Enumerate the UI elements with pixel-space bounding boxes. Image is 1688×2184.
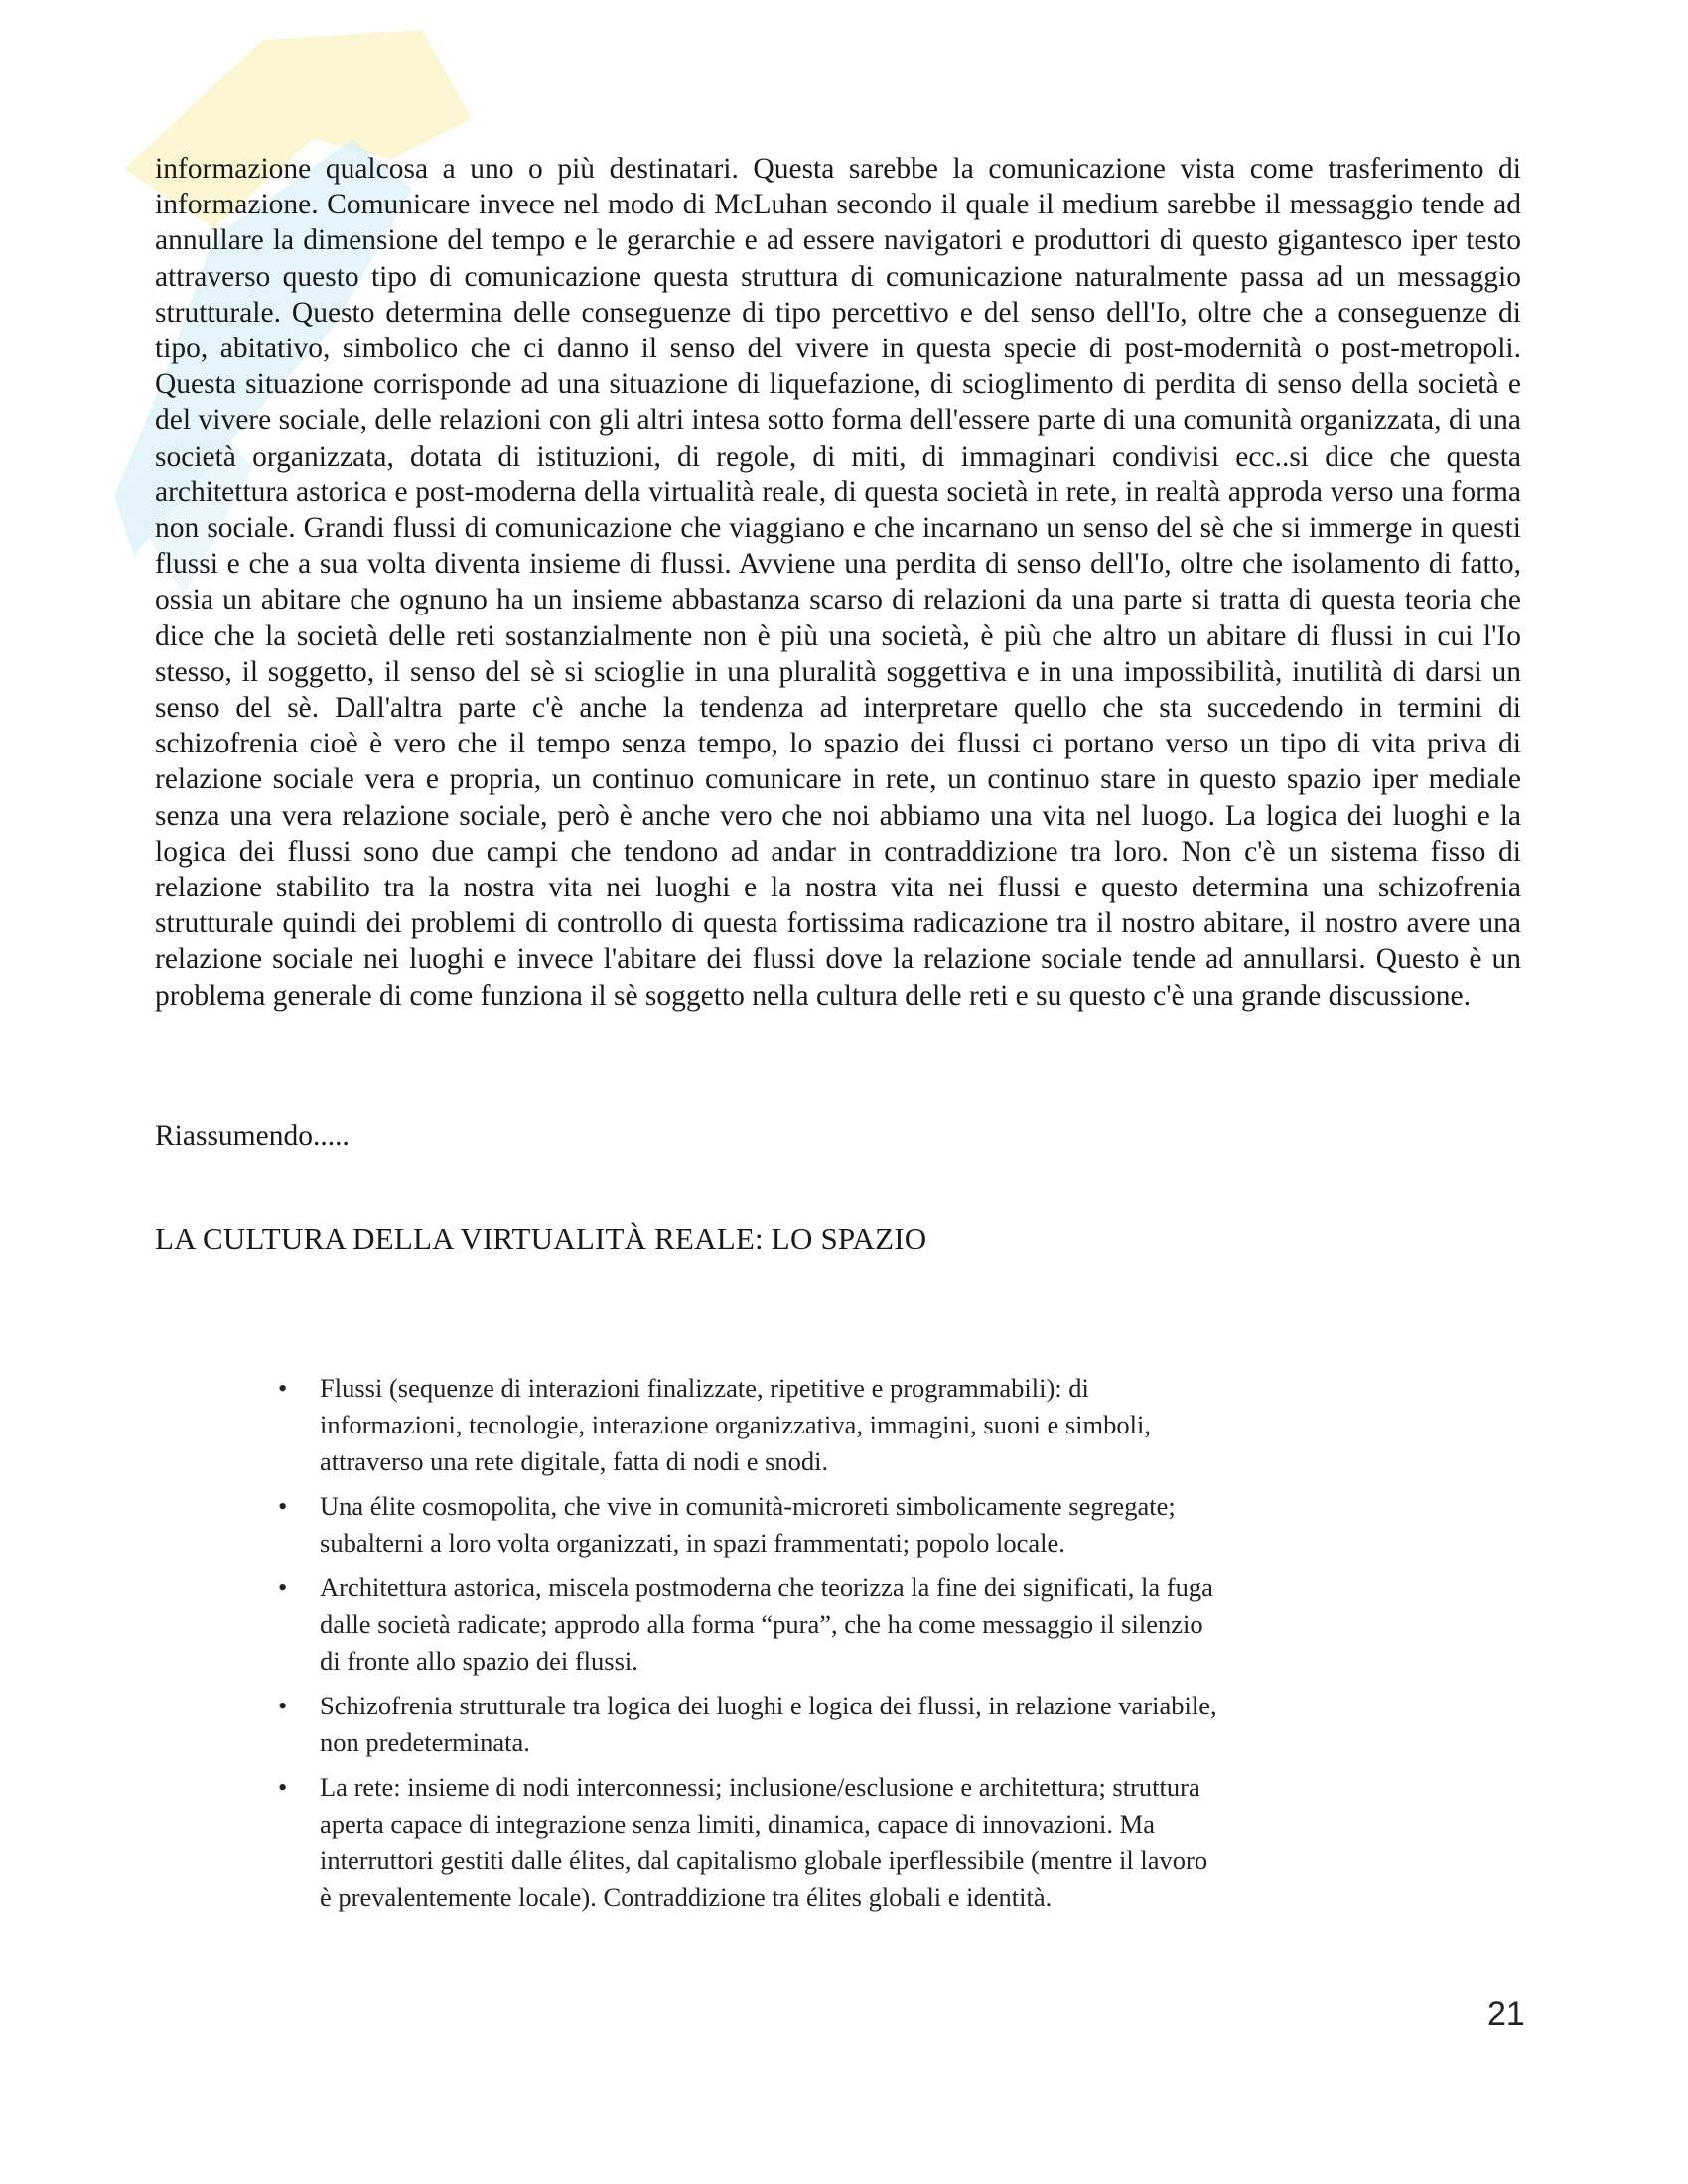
bullet-dot-icon: • — [278, 1691, 288, 1720]
bullet-item — [278, 1688, 1221, 1761]
bullet-dot-icon: • — [278, 1772, 288, 1802]
bullet-text: Architettura astorica, miscela postmoderna che teorizza la fine dei significati, la fuga dalle società radicate; approdo alla forma “pura”, che ha come messaggio il silenzio di fronte allo spazio dei flussi. — [320, 1572, 1213, 1676]
bullet-item — [278, 1488, 1221, 1562]
bullet-dot-icon: • — [278, 1491, 288, 1521]
bullet-list — [278, 1370, 1221, 1924]
body-paragraph: informazione qualcosa a uno o più destinatari. Questa sarebbe la comunicazione vista come trasferimento di informazione. Comunicare invece nel modo di McLuhan secondo il quale il medium sarebbe il messaggio tende ad annullare la dimensione del tempo e le gerarchie e ad essere navigatori e produttori di questo gigantesco iper testo attraverso questo tipo di comunicazione questa struttura di comunicazione naturalmente passa ad un messaggio strutturale. Questo determina delle conseguenze di tipo percettivo e del senso dell'Io, oltre che a conseguenze di tipo, abitativo, simbolico che ci danno il senso del vivere in questa specie di post-modernità o post-metropoli. Questa situazione corrisponde ad una situazione di liquefazione, di scioglimento di perdita di senso della società e del vivere sociale, delle relazioni con gli altri intesa sotto forma dell'essere parte di una comunità organizzata, di una società organizzata, dotata di istituzioni, di regole, di miti, di immaginari condivisi ecc..si dice che questa architettura astorica e post-moderna della virtualità reale, di questa società in rete, in realtà approda verso una forma non sociale. Grandi flussi di comunicazione che viaggiano e che incarnano un senso del sè che si immerge in questi flussi e che a sua volta diventa insieme di flussi. Avviene una perdita di senso dell'Io, oltre che isolamento di fatto, ossia un abitare che ognuno ha un insieme abbastanza scarso di relazioni da una parte si tratta di questa teoria che dice che la società delle reti sostanzialmente non è più una società, è più che altro un abitare di flussi in cui l'Io stesso, il soggetto, il senso del sè si scioglie in una pluralità soggettiva e in una impossibilità, inutilità di darsi un senso del sè. Dall'altra parte c'è anche la tendenza ad interpretare quello che sta succedendo in termini di schizofrenia cioè è vero che il tempo senza tempo, lo spazio dei flussi ci portano verso un tipo di vita priva di relazione sociale vera e propria, un continuo comunicare in rete, un continuo stare in questo spazio iper mediale senza una vera relazione sociale, però è anche vero che noi abbiamo una vita nel luogo. La logica dei luoghi e la logica dei flussi sono due campi che tendono ad andar in contraddizione tra loro. Non c'è un sistema fisso di relazione stabilito tra la nostra vita nei luoghi e la nostra vita nei flussi e questo determina una schizofrenia strutturale quindi dei problemi di controllo di questa fortissima radicazione tra il nostro abitare, il nostro avere una relazione sociale nei luoghi e invece l'abitare dei flussi dove la relazione sociale tende ad annullarsi. Questo è un problema generale di come funziona il sè soggetto nella cultura delle reti e su questo c'è una grande discussione. — [155, 153, 1521, 1012]
bullet-text: La rete: insieme di nodi interconnessi; inclusione/esclusione e architettura; struttura aperta capace di integrazione senza limiti, dinamica, capace di innovazioni. Ma interruttori gestiti dalle élites, dal capitalismo globale iperflessibile (mentre il lavoro è prevalentemente locale). Contraddizione tra élites globali e identità. — [320, 1772, 1208, 1912]
bullet-dot-icon: • — [278, 1373, 288, 1403]
bullet-text: Schizofrenia strutturale tra logica dei luoghi e logica dei flussi, in relazione variabile, non predeterminata. — [320, 1691, 1217, 1757]
page-number: 21 — [1487, 1995, 1525, 2033]
bullet-item — [278, 1370, 1221, 1480]
bullet-text: Una élite cosmopolita, che vive in comunità-microreti simbolicamente segregate; subalterni a loro volta organizzati, in spazi frammentati; popolo locale. — [320, 1491, 1176, 1558]
bullet-item — [278, 1769, 1221, 1916]
bullet-text: Flussi (sequenze di interazioni finalizzate, ripetitive e programmabili): di informazioni, tecnologie, interazione organizzativa, immagini, suoni e simboli, attraverso una rete digitale, fatta di nodi e snodi. — [320, 1373, 1151, 1476]
section-title: LA CULTURA DELLA VIRTUALITÀ REALE: LO SPAZIO — [155, 1221, 927, 1256]
bullet-dot-icon: • — [278, 1572, 288, 1602]
summary-label: Riassumendo..... — [155, 1120, 350, 1152]
bullet-item — [278, 1570, 1221, 1680]
